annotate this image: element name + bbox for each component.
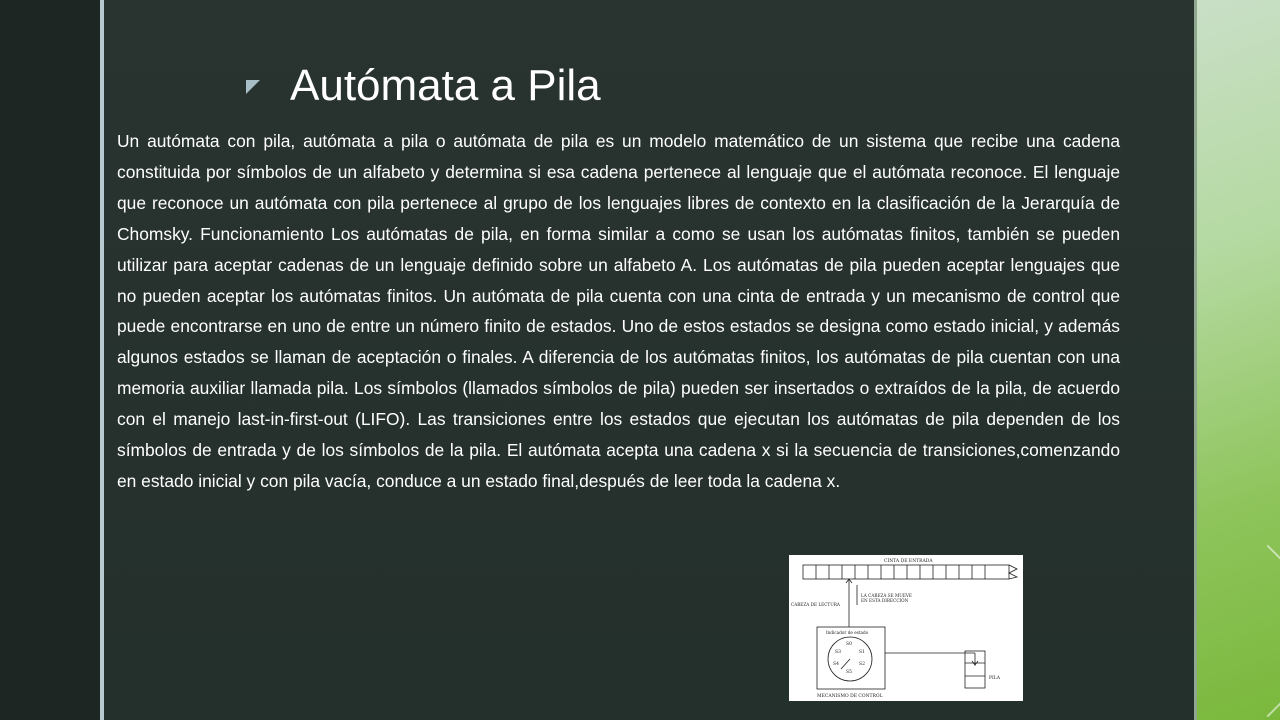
chevron-decor-icon	[1197, 545, 1280, 718]
pushdown-automaton-diagram	[789, 555, 1023, 701]
direction-label-1: LA CABEZA SE MUEVE	[861, 593, 912, 598]
direction-label-2: EN ESTA DIRECCIÓN	[861, 598, 909, 603]
title-bullet-icon	[246, 80, 260, 94]
state-s3: S3	[835, 650, 841, 655]
state-s4: S4	[833, 662, 839, 667]
right-decor-panel	[1197, 0, 1280, 720]
input-tape	[803, 565, 1017, 579]
control-label: MECANISMO DE CONTROL	[817, 694, 883, 699]
slide-body-text: Un autómata con pila, autómata a pila o autómata de pila es un modelo matemático de un sistema que recibe una cadena constituida por símbolos de un alfabeto y determina si esa cadena pertenece al lenguaje que el autómata reconoce. El lenguaje que reconoce un autómata con pila pertenece al grupo de los lenguajes libres de contexto en la clasificación de la Jerarquía de Chomsky. Funcionamiento Los autómatas de pila, en forma similar a como se usan los autómatas finitos, también se pueden utilizar para aceptar cadenas de un lenguaje definido sobre un alfabeto A. Los autómatas de pila pueden aceptar lenguajes que no pueden aceptar los autómatas finitos. Un autómata de pila cuenta con una cinta de entrada y un mecanismo de control que puede encontrarse en uno de entre un número finito de estados. Uno de estos estados se designa como estado inicial, y además algunos estados se llaman de aceptación o finales. A diferencia de los autómatas finitos, los autómatas de pila cuentan con una memoria auxiliar llamada pila. Los símbolos (llamados símbolos de pila) pueden ser insertados o extraídos de la pila, de acuerdo con el manejo last-in-first-out (LIFO). Las transiciones entre los estados que ejecutan los autómatas de pila dependen de los símbolos de entrada y de los símbolos de la pila. El autómata acepta una cadena x si la secuencia de transiciones,comenzando en estado inicial y con pila vacía, conduce a un estado final,después de leer toda la cadena x.	[117, 131, 1120, 491]
control-box	[817, 627, 885, 689]
state-s0: S0	[846, 642, 852, 647]
state-pointer	[841, 659, 850, 669]
state-s2: S2	[859, 662, 865, 667]
states-label: Indicador de estado	[826, 630, 869, 635]
tape-label: CINTA DE ENTRADA	[884, 559, 933, 564]
slide-title: Autómata a Pila	[290, 61, 601, 110]
stack-label: PILA	[989, 676, 1001, 681]
state-s5: S5	[846, 670, 852, 675]
state-s1: S1	[859, 650, 865, 655]
head-label: CABEZA DE LECTURA	[791, 602, 840, 607]
left-decor-band	[0, 0, 100, 720]
